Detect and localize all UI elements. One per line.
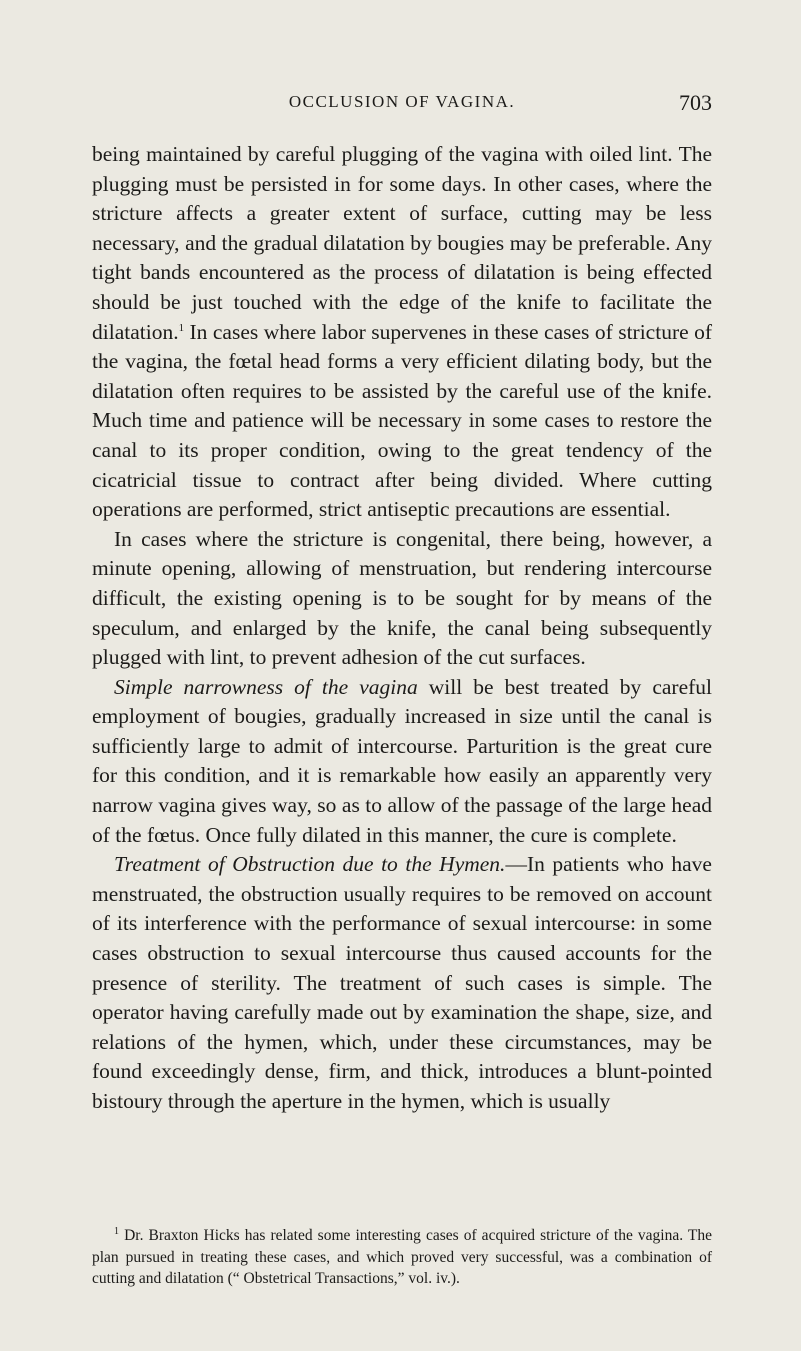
section-heading-italic: Simple narrowness of the vagina (114, 674, 418, 699)
section-heading-italic: Treatment of Obstruction due to the Hymen. (114, 852, 506, 877)
paragraph-text: In cases where the stricture is congenital, there being, however, a minute opening, allowing of menstruation, but rendering intercourse difficult, the existing opening is to be sought for by means of the speculum, and enlarged by the knife, the canal being subsequently plugged with lint, to prevent adhesion of the cut surfaces. (92, 526, 712, 670)
body-text (92, 140, 712, 1117)
page-number: 703 (679, 90, 712, 115)
paragraph-simple-narrowness (92, 673, 712, 851)
running-head (92, 90, 712, 114)
paragraph-text: being maintained by careful plugging of the vagina with oiled lint. The plugging must be persisted in for some days. In other cases, where the stricture affects a greater extent of surface, cutting may be less necessary, and the gradual dilatation by bougies may be preferable. Any tight bands encountered as the process of dilatation is being effected should be just touched with the edge of the knife to facilitate the dilatation. (92, 142, 712, 344)
paragraph-acquired-stricture (92, 140, 712, 525)
paragraph-text: In cases where labor supervenes in these cases of stricture of the vagina, the fœtal head forms a very efficient dilating body, but the dilatation often requires to be assisted by the careful use of the knife. Much time and patience will be necessary in some cases to restore the canal to its proper condition, owing to the great tendency of the cicatricial tissue to contract after being divided. Where cutting operations are performed, strict antiseptic precautions are essential. (92, 319, 712, 522)
running-title: OCCLUSION OF VAGINA. (288, 92, 516, 111)
paragraph-congenital-stricture (92, 525, 712, 673)
paragraph-hymen-obstruction (92, 850, 712, 1116)
footnote-text: Dr. Braxton Hicks has related some interesting cases of acquired stricture of the vagina. The plan pursued in treating these cases, and which proved very successful, was a combination of cutting and dilatation (“ Obstetrical Transactions,” vol. iv.). (92, 1227, 712, 1287)
paragraph-text: will be best treated by careful employment of bougies, gradually increased in size until the canal is sufficiently large to admit of intercourse. Parturition is the great cure for this condition, and it is remarkable how easily an apparently very narrow vagina gives way, so as to allow of the passage of the large head of the fœtus. Once fully dilated in this manner, the cure is complete. (92, 674, 712, 847)
paragraph-text: —In patients who have menstruated, the obstruction usually requires to be removed on account of its interference with the performance of sexual intercourse: in some cases obstruction to sexual intercourse thus caused accounts for the presence of sterility. The treatment of such cases is simple. The operator having carefully made out by examination the shape, size, and relations of the hymen, which, under these circumstances, may be found exceedingly dense, firm, and thick, introduces a blunt-pointed bistoury through the aperture in the hymen, which is usually (92, 852, 712, 1113)
footnote-reference: 1 (178, 321, 185, 334)
footnote (92, 1225, 712, 1290)
footnote-marker: 1 (114, 1225, 119, 1237)
